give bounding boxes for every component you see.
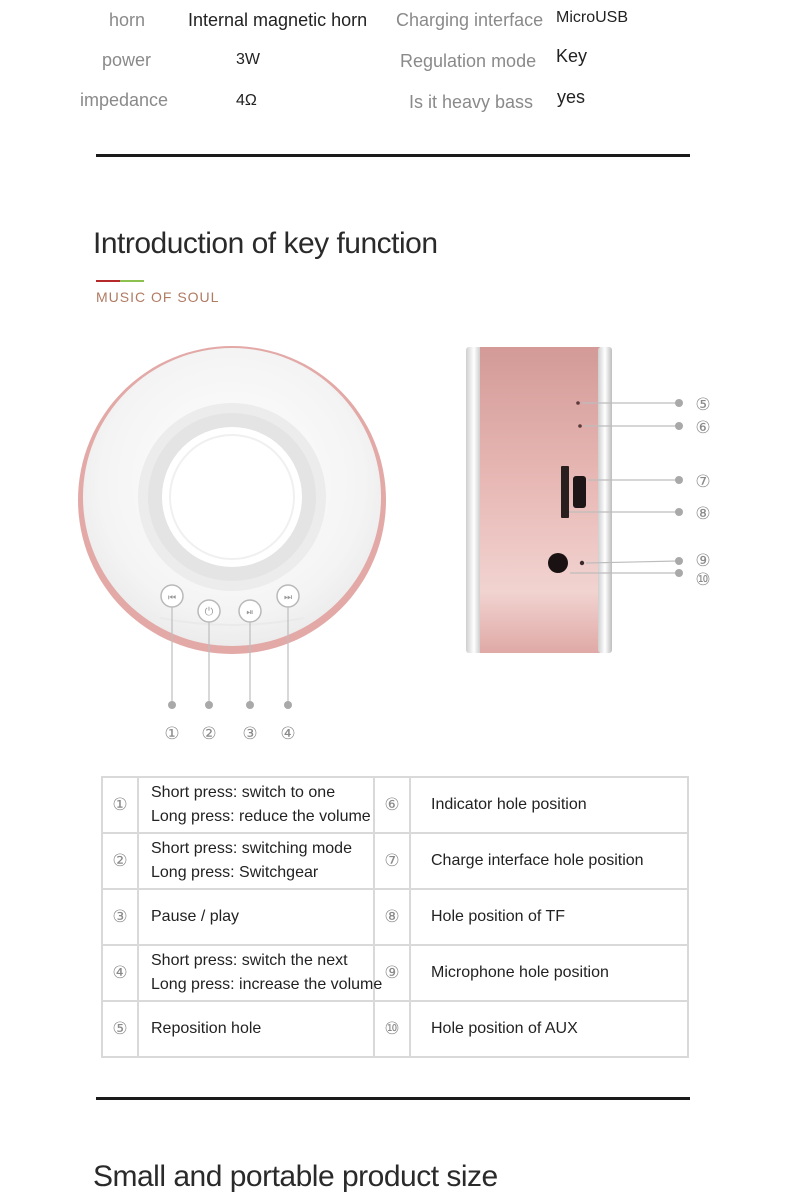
spec-value-regulation: Key — [556, 46, 588, 66]
key-desc: Reposition hole — [138, 1001, 374, 1057]
key-num: ⑥ — [374, 777, 410, 833]
section-subtitle: MUSIC OF SOUL — [96, 289, 220, 305]
callout-5: ⑤ — [695, 395, 711, 415]
table-row — [102, 889, 688, 945]
key-desc: Charge interface hole position — [410, 833, 688, 889]
prev-icon: ⏮ — [167, 592, 177, 602]
front-leader-dots — [168, 701, 292, 709]
key-desc: Pause / play — [138, 889, 374, 945]
key-desc: Indicator hole position — [410, 777, 688, 833]
section-title-size: Small and portable product size — [93, 1160, 498, 1193]
callout-6: ⑥ — [695, 418, 711, 438]
callout-7: ⑦ — [695, 472, 711, 492]
key-num: ⑨ — [374, 945, 410, 1001]
usb-port — [573, 476, 586, 508]
accent-bar-green — [120, 280, 144, 282]
side-leader-dots — [675, 399, 683, 577]
spec-label-power: power — [102, 50, 152, 70]
spec-value-horn: Internal magnetic horn — [188, 10, 368, 30]
key-function-table — [101, 776, 689, 1058]
table-row — [102, 833, 688, 889]
callout-1: ① — [164, 724, 180, 744]
table-row — [102, 945, 688, 1001]
callout-2: ② — [201, 724, 217, 744]
key-desc: Short press: switch the next Long press: increase the volume — [138, 945, 374, 1001]
product-diagram — [0, 330, 790, 750]
key-desc: Short press: switch to one Long press: reduce the volume — [138, 777, 374, 833]
spec-label-bass: Is it heavy bass — [409, 92, 534, 112]
key-desc: Hole position of TF — [410, 889, 688, 945]
callout-9: ⑨ — [695, 551, 711, 571]
prev-button — [161, 585, 183, 607]
key-desc: Short press: switching mode Long press: Switchgear — [138, 833, 374, 889]
section-title-key-function: Introduction of key function — [93, 227, 438, 260]
power-icon: ⏻ — [204, 606, 214, 618]
callout-8: ⑧ — [695, 504, 711, 524]
reset-hole — [576, 401, 580, 405]
table-row — [102, 1001, 688, 1057]
divider-top — [96, 154, 690, 157]
key-num: ⑧ — [374, 889, 410, 945]
key-num: ④ — [102, 945, 138, 1001]
aux-port — [548, 553, 568, 573]
tf-slot — [561, 466, 569, 518]
spec-value-bass: yes — [557, 87, 586, 107]
spec-value-impedance: 4Ω — [236, 92, 257, 109]
key-num: ① — [102, 777, 138, 833]
spec-label-charging: Charging interface — [396, 10, 544, 30]
spec-label-horn: horn — [109, 10, 146, 30]
key-num: ⑤ — [102, 1001, 138, 1057]
power-button — [198, 600, 220, 622]
spec-label-regulation: Regulation mode — [400, 51, 537, 71]
divider-bottom — [96, 1097, 690, 1100]
play-pause-button — [239, 600, 261, 622]
spec-label-impedance: impedance — [80, 90, 169, 110]
key-desc: Microphone hole position — [410, 945, 688, 1001]
key-desc: Hole position of AUX — [410, 1001, 688, 1057]
callout-4: ④ — [280, 724, 296, 744]
next-button — [277, 585, 299, 607]
speaker-front-view — [78, 346, 386, 744]
play-pause-icon: ⏯ — [246, 607, 254, 617]
mic-hole — [580, 561, 584, 565]
key-num: ⑩ — [374, 1001, 410, 1057]
key-num: ② — [102, 833, 138, 889]
speaker-side-view — [466, 347, 711, 653]
callout-10: ⑩ — [695, 570, 711, 590]
spec-value-power: 3W — [236, 51, 260, 68]
callout-3: ③ — [242, 724, 258, 744]
key-num: ③ — [102, 889, 138, 945]
indicator-hole — [578, 424, 582, 428]
accent-bar-red — [96, 280, 120, 282]
key-num: ⑦ — [374, 833, 410, 889]
spec-value-charging: MicroUSB — [556, 9, 629, 26]
next-icon: ⏭ — [283, 592, 293, 602]
table-row — [102, 777, 688, 833]
